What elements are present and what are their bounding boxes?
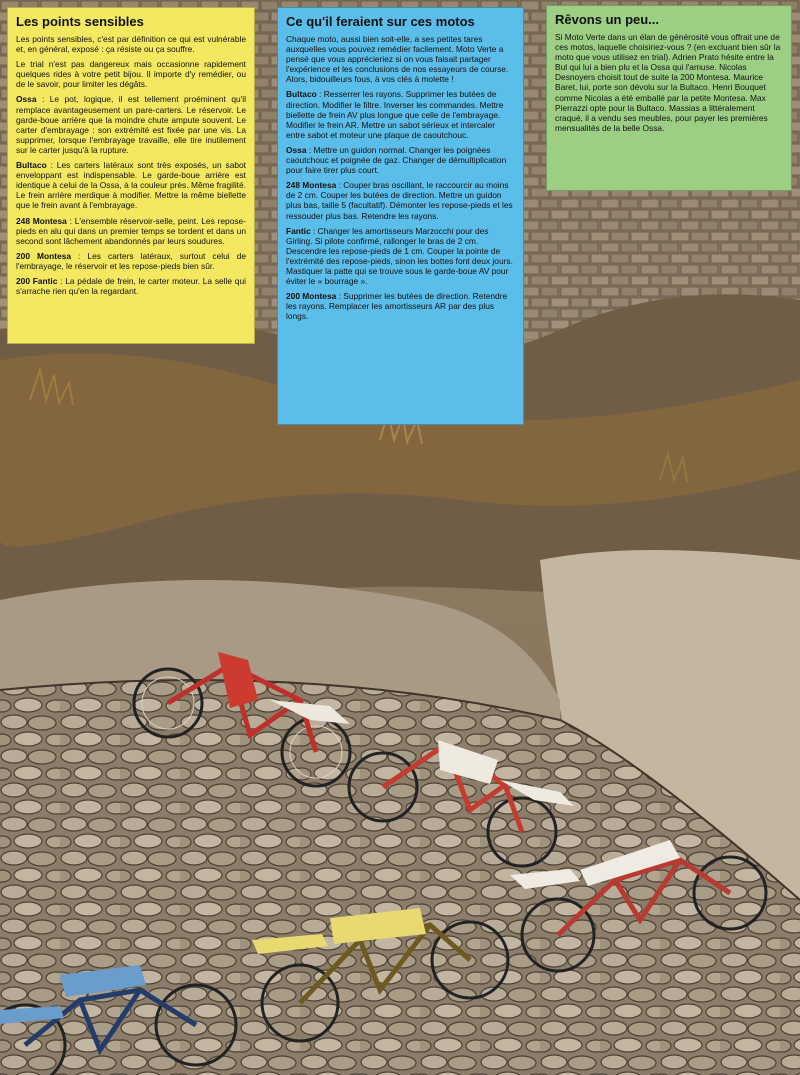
yellow-paragraph-200-fantic bbox=[16, 276, 246, 296]
green-box-title: Rêvons un peu... bbox=[555, 12, 660, 27]
paragraph-text: : Mettre un guidon normal. Changer les poignées caoutchouc et poignée de gaz. Changer de démultiplication pour faire tirer plus court. bbox=[286, 144, 507, 176]
yellow-paragraph-bultaco bbox=[16, 160, 246, 210]
paragraph-lead: Ossa bbox=[16, 94, 37, 105]
paragraph-lead: Bultaco bbox=[286, 89, 317, 100]
paragraph-text: Si Moto Verte dans un élan de générosité vous offrait une de ces motos, laquelle choisiriez-vous ? (en excluant bien sûr la moto que vous utilisez en trial). Adrien Prato hésite entre la Bul qui lui a bien plu et la Ossa qui l'amuse. Nicolas Desnoyers choisit tout de suite la 200 Montesa. Maurice Baret, lui, porte son dévolu sur la Bultaco. Henri Bouquet comme Nicolas a été emballé par la petite Montesa. Max Pierrazzi opte pour la Bultaco. Massias a littéralement craqué, il a vendu ses meubles, pour payer les premières mensualités de la belle Ossa. bbox=[555, 32, 781, 133]
yellow-paragraph-2 bbox=[16, 59, 246, 89]
paragraph-text: Chaque moto, aussi bien soit-elle, a ses petites tares auxquelles vous pouvez remédier facilement. Moto Verte a pensé que vous apprécieriez si on vous faisait partager l'expérience et les conclusions de nos essayeurs de course. Alors, bidouilleurs fous, à vos clés à molette ! bbox=[286, 34, 509, 85]
blue-paragraph-248-montesa bbox=[286, 180, 515, 220]
paragraph-text: : Resserrer les rayons. Supprimer les butées de direction. Modifier le filtre. Inverser les commandes. Mettre biellette de frein AV plus longue que celle de l'embrayage. Modifier le frein AR. Mettre un sabot sérieux et intercaler entre sabot et moteur une plaque de caoutchouc. bbox=[286, 89, 504, 140]
green-paragraph bbox=[555, 32, 783, 133]
paragraph-text: : Les carters latéraux sont très exposés, un sabot enveloppant est indispensable. Le garde-boue arrière est identique à celui de la Ossa, à la couleur près. Même fragilité. Le frein arrière merdique à modifier. Mettre la même biellette que le frein avant à l'embrayage. bbox=[16, 160, 246, 211]
paragraph-lead: Bultaco bbox=[16, 160, 47, 171]
paragraph-lead: 200 Fantic bbox=[16, 275, 58, 286]
paragraph-lead: 248 Montesa bbox=[286, 180, 337, 191]
paragraph-text: : Changer les amortisseurs Marzocchi pour des Girling. Si pilote confirmé, rallonger le bras de 2 cm. Descendre les repose-pieds de 1 cm. Couper la pointe de l'extrémité des repose-pieds, sinon les bottes font deux jours. Mastiquer la patte qui se trouve sous le garde-boue AV pour éviter le « bourrage ». bbox=[286, 225, 513, 287]
paragraph-text: Les points sensibles, c'est par définition ce qui est vulnérable et, en général, exposé : ça résiste ou ça souffre. bbox=[16, 34, 246, 55]
paragraph-lead: Ossa bbox=[286, 144, 307, 155]
yellow-paragraph-200-montesa bbox=[16, 251, 246, 271]
green-info-box bbox=[546, 5, 792, 191]
yellow-paragraph-ossa bbox=[16, 94, 246, 155]
paragraph-text: : La pédale de frein, le carter moteur. La selle qui s'arrache rien qu'en la regardant. bbox=[16, 275, 246, 297]
paragraph-lead: 200 Montesa bbox=[286, 291, 337, 302]
paragraph-text: : Les carters latéraux, surtout celui de l'embrayage, le réservoir et les repose-pieds bien sûr. bbox=[16, 250, 246, 271]
blue-box-title: Ce qu'il feraient sur ces motos bbox=[286, 14, 475, 29]
blue-paragraph-fantic bbox=[286, 226, 515, 287]
blue-paragraph-200-montesa bbox=[286, 291, 515, 321]
paragraph-lead: Fantic bbox=[286, 225, 311, 236]
blue-paragraph-bultaco bbox=[286, 89, 515, 139]
paragraph-text: : Le pot, logique, il est tellement proéminent qu'il remplace avantageusement un pare-carters. Le réservoir. Le garde-boue arrière que la moindre chute ampute souvent. Le carter d'embrayage : son extrémité est fixée par une vis. La supprimer, lorsque l'embrayage travaille, elle tire inutilement sur le carter jusqu'à la rupture. bbox=[16, 94, 246, 155]
paragraph-text: Le trial n'est pas dangereux mais occasionne rapidement quelques rides à votre petit bijou. Il importe d'y remédier, ou de le savoir, pour limiter les dégâts. bbox=[16, 59, 246, 90]
blue-info-box bbox=[277, 7, 524, 425]
yellow-box-title: Les points sensibles bbox=[16, 14, 144, 29]
paragraph-text: : Couper bras oscillant, le raccourcir au moins de 2 cm. Couper les butées de direction. Mettre un guidon plus bas, taille 5 (facultatif). Démonter les repose-pieds et les ressouder plus bas. Retendre les rayons. bbox=[286, 180, 513, 221]
paragraph-lead: 200 Montesa bbox=[16, 250, 71, 261]
yellow-paragraph-248-montesa bbox=[16, 216, 246, 246]
blue-paragraph-intro bbox=[286, 34, 515, 84]
blue-paragraph-ossa bbox=[286, 145, 515, 175]
paragraph-text: : Supprimer les butées de direction. Retendre les rayons. Remplacer les amortisseurs AR par des plus longs. bbox=[286, 291, 508, 322]
yellow-info-box bbox=[7, 7, 255, 344]
yellow-paragraph-1 bbox=[16, 34, 246, 54]
paragraph-lead: 248 Montesa bbox=[16, 215, 67, 226]
paragraph-text: : L'ensemble réservoir-selle, peint. Les repose-pieds en alu qui dans un premier temps se tordent et dans un second sont lâchement abandonnés par leurs soudures. bbox=[16, 215, 246, 246]
